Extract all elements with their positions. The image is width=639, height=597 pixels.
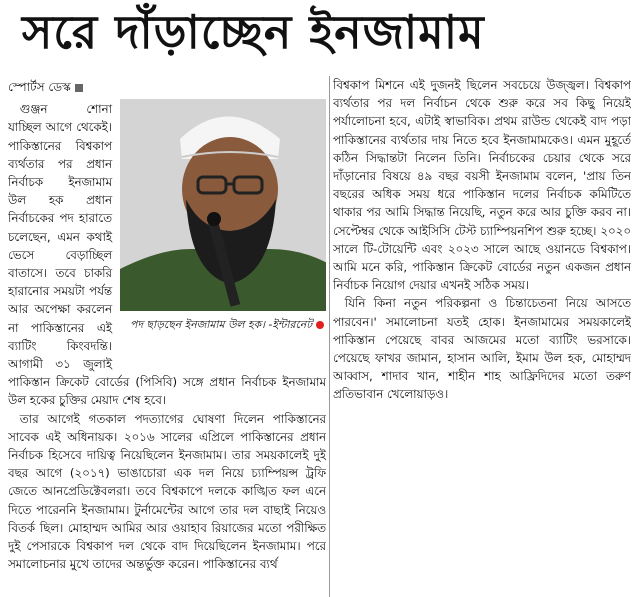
byline-text: স্পোর্টস ডেস্ক: [8, 80, 71, 94]
article-right-column: [333, 76, 631, 597]
byline-square-icon: [75, 84, 83, 92]
photo-block: [120, 99, 326, 351]
left-paragraph-1: গুঞ্জন শোনা যাচ্ছিল আগে থেকেই। পাকিস্তানের বিশ্বকাপ ব্যর্থতার পর প্রধান নির্বাচক ইনজামাম উল হক প্রধান নির্বাচকের পদ হারাতে চলেছেন, এমন কথাই ভেসে বেড়াচ্ছিল বাতাসে। তবে চাকরি হারানোর সময়টা পর্যন্ত আর অপেক্ষা করলেন না পাকিস্তানের এই ব্যাটিং কিংবদন্তি। আগামী ৩১ জুলাই পাকিস্তান ক্রিকেট বোর্ডের (পিসিবি) সঙ্গে প্রধান নির্বাচক ইনজামাম উল হকের চুক্তির মেয়াদ শেষ হবে।: [8, 102, 326, 408]
right-paragraph-2: যিনি কিনা নতুন পরিকল্পনা ও চিন্তাচেতনা নিয়ে আসতে পারবেন।' সমালোচনা যতই হোক। ইনজামামের সময়কালেই পাকিস্তান পেয়েছে বাবর আজমের মতো ব্যাটিং ভরসাকে। পেয়েছে ফাখর জামান, হাসান আলি, ইমাম উল হক, মোহাম্মদ আব্বাস, শাদাব খান, শাহীন শাহ আফ্রিদিদের মতো তরুণ প্রতিভাবান খেলোয়াড়ও।: [333, 296, 631, 402]
column-divider: [329, 76, 330, 597]
inzamam-photo: [120, 99, 326, 311]
headline: সরে দাঁড়াচ্ছেন ইনজামাম: [22, 5, 485, 59]
article-left-column: [8, 78, 326, 597]
caption-text: পদ ছাড়ছেন ইনজামাম উল হক। -ইন্টারনেট: [130, 318, 313, 332]
right-paragraph-1: বিশ্বকাপ মিশনে এই দুজনই ছিলেন সবচেয়ে উজ্জ্বল। বিশ্বকাপ ব্যর্থতার পর দল নির্বাচন থেকে শুরু করে সব কিছু নিয়েই পর্যালোচনা হবে, এটাই স্বাভাবিক। প্রথম রাউন্ড থেকেই বাদ পড়া পাকিস্তানের ব্যর্থতার দায় নিতে হবে ইনজামামকেও। এমন মুহূর্তে কঠিন সিদ্ধান্তটা নিলেন তিনি। নির্বাচকের চেয়ার থেকে সরে দাঁড়ানোর বিষয়ে ৪৯ বছর বয়সী ইনজামাম বলেন, 'প্রায় তিন বছরের অধিক সময় ধরে পাকিস্তান দলের নির্বাচক কমিটিতে থাকার পর আমি সিদ্ধান্ত নিয়েছি, নতুন করে আর চুক্তি করব না। সেপ্টেম্বর থেকে আইসিসি টেস্ট চ্যাম্পিয়নশিপ শুরু হচ্ছে। ২০২০ সালে টি-টোয়েন্টি এবং ২০২৩ সালে আছে ওয়ানডে বিশ্বকাপ। আমি মনে করি, পাকিস্তান ক্রিকেট বোর্ডের নতুন একজন প্রধান নির্বাচক নিয়োগ দেয়ার এখনই সঠিক সময়।: [333, 78, 631, 293]
portrait-illustration: [120, 99, 326, 311]
byline: [8, 78, 326, 96]
red-dot-icon: [316, 321, 324, 329]
left-paragraph-2: তার আগেই গতকাল পদত্যাগের ঘোষণা দিলেন পাকিস্তানের সাবেক এই অধিনায়ক। ২০১৬ সালের এপ্রিলে পাকিস্তানের প্রধান নির্বাচক হিসেবে দায়িত্ব নিয়েছিলেন ইনজামাম। তার সময়কালেই দুই বছর আগে (২০১৭) ভাঙাচোরা এক দল নিয়ে চ্যাম্পিয়ন্স ট্রফি জেতে আনপ্রেডিক্টেবলরা। তবে বিশ্বকাপে দলকে কাঙ্খিত ফল এনে দিতে পারেননি ইনজামাম। টুর্নামেন্টের আগে তার দল বাছাই নিয়েও বিতর্ক ছিল। মোহাম্মদ আমির আর ওয়াহাব রিয়াজের মতো পরীক্ষিত দুই পেসারকে বিশ্বকাপ দল থেকে বাদ দিয়েছিলেন ইনজামাম। পরে সমালোচনার মুখে তাদের অন্তর্ভুক্ত করেন। পাকিস্তানের ব্যর্থ: [8, 411, 326, 572]
photo-caption: [120, 311, 326, 332]
